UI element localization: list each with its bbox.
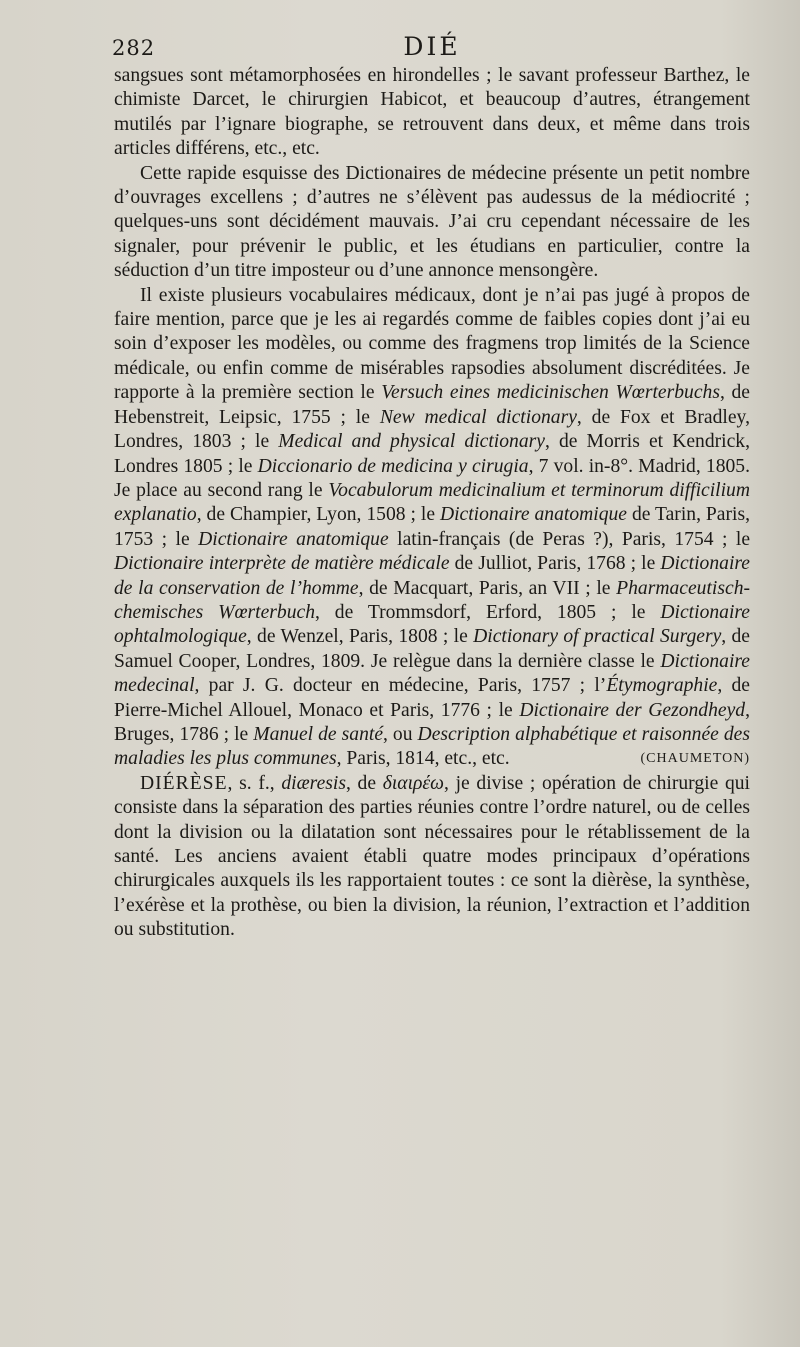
text-run: , 7 vol. in-8°. Madrid, 1805. Je place au second rang le	[114, 455, 750, 501]
italic-title: Dictionaire der Gezondheyd	[519, 699, 746, 721]
entry-headword: DIÉRÈSE	[140, 772, 228, 794]
italic-title: Dictionaire ophtalmologique	[114, 601, 750, 648]
text-run: de Tarin, Paris, 1753 ; le	[114, 504, 750, 550]
text-run: , de Fox et Bradley, Londres, 1803 ; le	[114, 406, 750, 453]
text-run: , de	[345, 772, 383, 794]
italic-title: Dictionaire interprète de matière médicale	[114, 553, 450, 575]
text-run: , je divise ; opération de chirurgie qui consiste dans la séparation des parties réunies contre l’ordre naturel, ou de celles dont la division ou la dilatation sont nécessaires pour le rétablissement de la santé. Les anciens avaient établi quatre modes principaux d’opérations chirurgicales auxquels ils les rapportaient toutes : ce sont la dièrèse, la synthèse, l’exérèse et la prothèse, ou bien la division, la réunion, l’extraction et l’addition ou substitution.	[114, 772, 750, 941]
italic-title: Étymographie	[606, 675, 718, 697]
italic-title: Manuel de santé	[253, 723, 384, 745]
italic-title: Dictionaire de la conservation de l’homme	[114, 553, 750, 599]
italic-title: Dictionaire anatomique	[198, 528, 389, 550]
text-run: , Paris, 1814, etc., etc.	[336, 748, 510, 770]
text-run: , Bruges, 1786 ; le	[114, 699, 750, 745]
text-run: latin-français (de Peras ?), Paris, 1754 ; le	[388, 528, 751, 550]
italic-title: Pharmaceutisch-chemisches Wœrterbuch	[114, 577, 751, 623]
italic-title: Medical and physical dictionary	[278, 431, 545, 453]
italic-title: διαιρέω	[382, 772, 444, 794]
italic-title: Diccionario de medicina y cirugia	[257, 455, 529, 477]
text-run: , de Pierre-Michel Allouel, Monaco et Paris, 1776 ; le	[114, 675, 750, 721]
text-run: , de Champier, Lyon, 1508 ; le	[196, 504, 440, 526]
text-run: , s. f.,	[227, 772, 282, 794]
page-header	[112, 30, 752, 64]
italic-title: Dictionary of practical Surgery	[473, 626, 722, 648]
paragraph-dierese-entry	[114, 772, 750, 943]
italic-title: Dictionaire medecinal	[114, 650, 750, 697]
text-run: , de Macquart, Paris, an VII ; le	[358, 577, 617, 599]
text-run: sangsues sont métamorphosées en hirondelles ; le savant professeur Barthez, le chimiste Darcet, le chirurgien Habicot, et beaucoup d’autres, étrangement mutilés par l’ignare biographe, se retrouvent dans deux, et même dans trois articles différens, etc., etc.	[114, 65, 750, 160]
text-run: Cette rapide esquisse des Dictionaires de médecine présente un petit nombre d’ouvrages excellens ; d’autres ne s’élèvent pas audessus de la médiocrité ; quelques-uns sont décidément mauvais. J’ai cru cependant nécessaire de les signaler, pour prévenir le public, et les étudians en particulier, contre la séduction d’un titre imposteur ou d’une annonce mensongère.	[114, 162, 750, 282]
text-run: , ou	[383, 723, 418, 745]
page-number: 282	[112, 36, 156, 60]
text-run: , de Hebenstreit, Leipsic, 1755 ; le	[114, 382, 750, 428]
text-run: de Julliot, Paris, 1768 ; le	[449, 553, 661, 575]
body-text	[114, 64, 750, 943]
italic-title: Vocabulorum medicinalium et terminorum difficilium explanatio	[114, 479, 750, 526]
italic-title: diæresis	[281, 772, 346, 794]
text-run: Il existe plusieurs vocabulaires médicaux, dont je n’ai pas jugé à propos de faire mention, parce que je les ai regardés comme de faibles copies dont j’ai eu soin d’exposer les modèles, ou comme des fragmens trop limités de la Science médicale, ou enfin comme de misérables rapsodies absolument discréditées. Je rapporte à la première section le	[114, 284, 750, 404]
italic-title: Versuch eines medicinischen Wœrterbuchs	[381, 382, 720, 404]
paragraph-1	[114, 64, 750, 162]
italic-title: New medical dictionary	[379, 406, 577, 428]
text-run: , par J. G. docteur en médecine, Paris, 1757 ; l’	[194, 675, 607, 697]
text-run: , de Wenzel, Paris, 1808 ; le	[246, 626, 474, 648]
text-run: , de Samuel Cooper, Londres, 1809. Je relègue dans la dernière classe le	[114, 626, 750, 672]
text-run: , de Trommsdorf, Erford, 1805 ; le	[315, 601, 661, 623]
author-signature: (CHAUMETON)	[640, 751, 750, 767]
italic-title: Dictionaire anatomique	[439, 504, 628, 526]
text-run: , de Morris et Kendrick, Londres 1805 ; le	[114, 431, 750, 477]
paragraph-3	[114, 284, 750, 772]
paragraph-2	[114, 162, 750, 284]
italic-title: Description alphabétique et raisonnée des maladies les plus communes	[114, 723, 750, 770]
running-head: DIÉ	[403, 32, 461, 61]
